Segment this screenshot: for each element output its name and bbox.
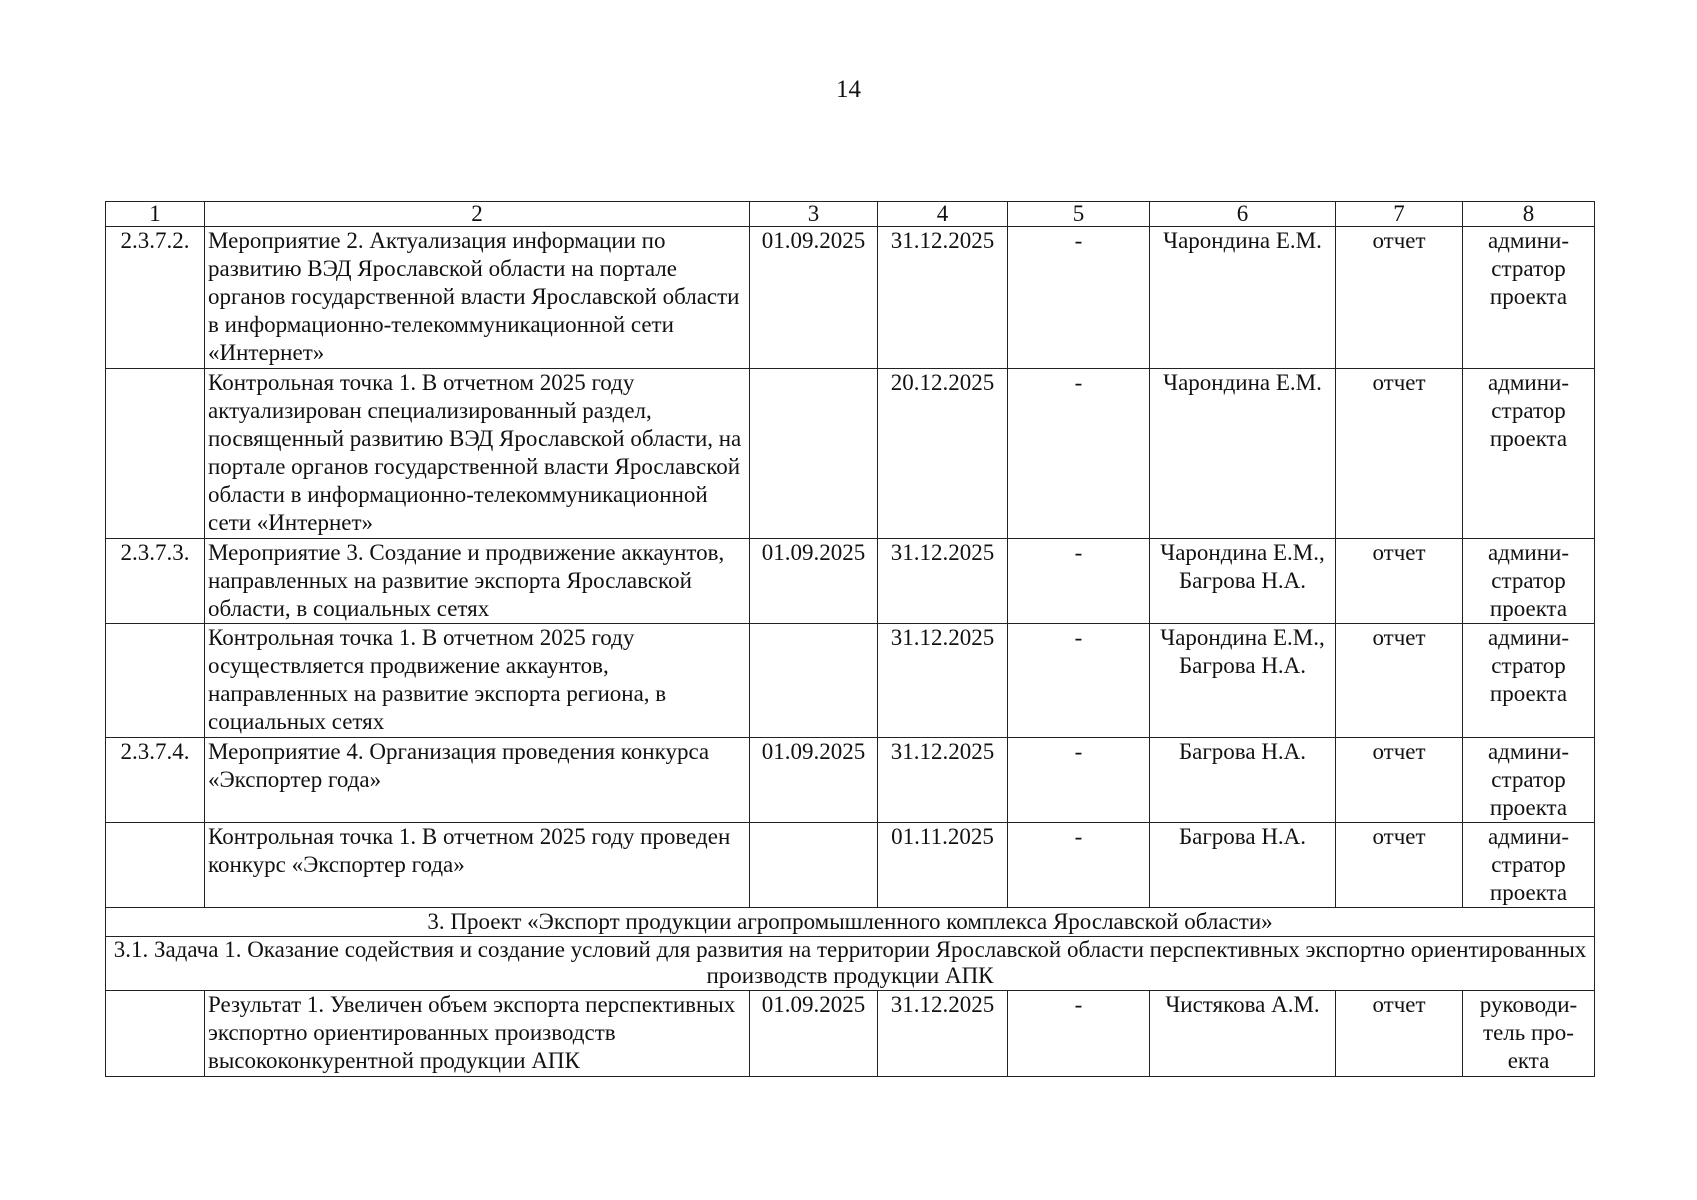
row-number (106, 369, 205, 539)
table-row (106, 624, 1595, 738)
end-date: 31.12.2025 (878, 539, 1008, 624)
document-type: отчет (1336, 823, 1463, 908)
column-5-value: - (1008, 539, 1150, 624)
start-date (750, 624, 878, 738)
header-cell: 6 (1150, 202, 1336, 227)
header-cell: 2 (205, 202, 750, 227)
column-5-value: - (1008, 738, 1150, 823)
role: админи- стратор проекта (1463, 738, 1595, 823)
role: админи- стратор проекта (1463, 369, 1595, 539)
column-5-value: - (1008, 991, 1150, 1077)
row-number: 2.3.7.3. (106, 539, 205, 624)
start-date (750, 369, 878, 539)
document-type: отчет (1336, 624, 1463, 738)
row-number: 2.3.7.2. (106, 227, 205, 369)
row-description: Контрольная точка 1. В отчетном 2025 году проведен конкурс «Экспортер года» (205, 823, 750, 908)
row-description: Результат 1. Увеличен объем экспорта перспективных экспортно ориентированных производств высококонкурентной продукции АПК (205, 991, 750, 1077)
start-date: 01.09.2025 (750, 227, 878, 369)
document-type: отчет (1336, 227, 1463, 369)
row-number (106, 823, 205, 908)
task-title: 3.1. Задача 1. Оказание содействия и создание условий для развития на территории Ярославской области перспективных экспортно ориентированных производств продукции АПК (106, 937, 1595, 991)
responsible-person: Чистякова А.М. (1150, 991, 1336, 1077)
header-cell: 1 (106, 202, 205, 227)
start-date: 01.09.2025 (750, 539, 878, 624)
responsible-person: Чарондина Е.М. (1150, 227, 1336, 369)
responsible-person: Чарондина Е.М. (1150, 369, 1336, 539)
start-date: 01.09.2025 (750, 738, 878, 823)
row-number: 2.3.7.4. (106, 738, 205, 823)
table-row (106, 539, 1595, 624)
table-row (106, 369, 1595, 539)
start-date: 01.09.2025 (750, 991, 878, 1077)
row-description: Контрольная точка 1. В отчетном 2025 году актуализирован специализированный раздел, посвященный развитию ВЭД Ярославской области, на портале органов государственной власти Ярославской области в информационно-телекоммуникационной сети «Интернет» (205, 369, 750, 539)
end-date: 31.12.2025 (878, 227, 1008, 369)
responsible-person: Чарондина Е.М., Багрова Н.А. (1150, 624, 1336, 738)
table-row (106, 738, 1595, 823)
start-date (750, 823, 878, 908)
page-number: 14 (836, 76, 861, 103)
column-5-value: - (1008, 823, 1150, 908)
section-title: 3. Проект «Экспорт продукции агропромышленного комплекса Ярославской области» (106, 908, 1595, 937)
role: админи- стратор проекта (1463, 227, 1595, 369)
header-cell: 8 (1463, 202, 1595, 227)
table-row (106, 227, 1595, 369)
plan-table (105, 201, 1595, 1077)
document-type: отчет (1336, 738, 1463, 823)
column-5-value: - (1008, 624, 1150, 738)
header-cell: 7 (1336, 202, 1463, 227)
role: админи- стратор проекта (1463, 823, 1595, 908)
task-row (106, 937, 1595, 991)
end-date: 31.12.2025 (878, 991, 1008, 1077)
document-type: отчет (1336, 369, 1463, 539)
responsible-person: Багрова Н.А. (1150, 823, 1336, 908)
role: руководи- тель про- екта (1463, 991, 1595, 1077)
column-5-value: - (1008, 227, 1150, 369)
end-date: 31.12.2025 (878, 624, 1008, 738)
column-5-value: - (1008, 369, 1150, 539)
table-header-row (106, 202, 1595, 227)
section-row (106, 908, 1595, 937)
header-cell: 5 (1008, 202, 1150, 227)
row-description: Мероприятие 4. Организация проведения конкурса «Экспортер года» (205, 738, 750, 823)
role: админи- стратор проекта (1463, 624, 1595, 738)
table-row (106, 991, 1595, 1077)
row-description: Мероприятие 2. Актуализация информации по развитию ВЭД Ярославской области на портале органов государственной власти Ярославской области в информационно-телекоммуникационной сети «Интернет» (205, 227, 750, 369)
table-row (106, 823, 1595, 908)
row-number (106, 991, 205, 1077)
role: админи- стратор проекта (1463, 539, 1595, 624)
row-description: Мероприятие 3. Создание и продвижение аккаунтов, направленных на развитие экспорта Ярославской области, в социальных сетях (205, 539, 750, 624)
header-cell: 3 (750, 202, 878, 227)
document-type: отчет (1336, 539, 1463, 624)
end-date: 31.12.2025 (878, 738, 1008, 823)
document-type: отчет (1336, 991, 1463, 1077)
end-date: 20.12.2025 (878, 369, 1008, 539)
header-cell: 4 (878, 202, 1008, 227)
responsible-person: Чарондина Е.М., Багрова Н.А. (1150, 539, 1336, 624)
end-date: 01.11.2025 (878, 823, 1008, 908)
row-description: Контрольная точка 1. В отчетном 2025 году осуществляется продвижение аккаунтов, направленных на развитие экспорта региона, в социальных сетях (205, 624, 750, 738)
row-number (106, 624, 205, 738)
responsible-person: Багрова Н.А. (1150, 738, 1336, 823)
